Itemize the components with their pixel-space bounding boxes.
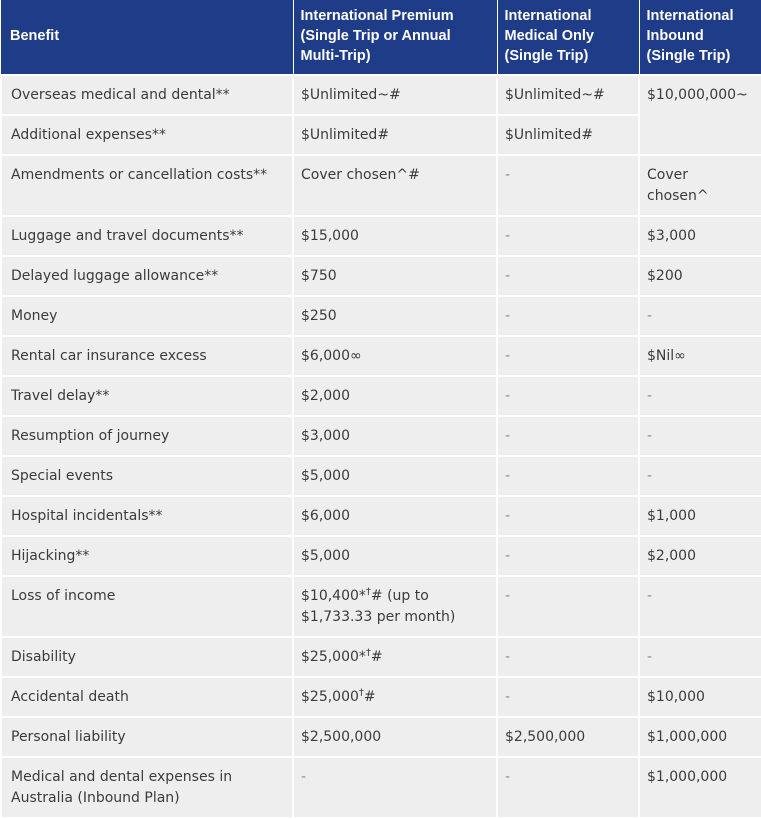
premium-cell (293, 677, 497, 717)
value-text: # (363, 689, 376, 705)
table-row (1, 757, 761, 818)
value-text: # (up to $1,733.33 per month) (301, 588, 456, 625)
value-text: $10,400* (301, 588, 366, 604)
benefit-cell: Medical and dental expenses in Australia (Inbound Plan) (1, 757, 293, 818)
table-row (1, 216, 761, 256)
inbound-cell: $1,000 (639, 496, 761, 536)
medical-cell: $2,500,000 (497, 717, 639, 757)
premium-cell: $6,000 (293, 496, 497, 536)
header-inbound-line: International (646, 8, 734, 24)
header-medical-line: (Single Trip) (504, 48, 589, 64)
benefit-cell: Resumption of journey (1, 416, 293, 456)
benefit-cell: Amendments or cancellation costs** (1, 155, 293, 216)
inbound-cell: $Nil∞ (639, 336, 761, 376)
value-text: $25,000 (301, 689, 359, 705)
benefit-cell: Accidental death (1, 677, 293, 717)
premium-cell: $3,000 (293, 416, 497, 456)
medical-cell: - (497, 757, 639, 818)
medical-cell: - (497, 376, 639, 416)
table-row (1, 376, 761, 416)
benefit-cell: Hospital incidentals** (1, 496, 293, 536)
medical-cell: - (497, 496, 639, 536)
table-row (1, 336, 761, 376)
medical-cell: - (497, 336, 639, 376)
table-row (1, 256, 761, 296)
table-row (1, 677, 761, 717)
premium-cell: $15,000 (293, 216, 497, 256)
medical-cell: - (497, 637, 639, 677)
table-row (1, 576, 761, 637)
header-premium-line: (Single Trip or Annual (300, 28, 451, 44)
medical-cell: - (497, 216, 639, 256)
benefit-cell: Additional expenses** (1, 115, 293, 155)
inbound-cell: $1,000,000 (639, 757, 761, 818)
premium-cell: Cover chosen^# (293, 155, 497, 216)
premium-cell: $250 (293, 296, 497, 336)
medical-cell: - (497, 296, 639, 336)
inbound-cell: - (639, 637, 761, 677)
inbound-cell: $1,000,000 (639, 717, 761, 757)
header-premium-line: Multi-Trip) (300, 48, 371, 64)
table-row (1, 416, 761, 456)
premium-cell (293, 637, 497, 677)
inbound-cell: - (639, 296, 761, 336)
medical-cell: - (497, 256, 639, 296)
benefit-cell: Delayed luggage allowance** (1, 256, 293, 296)
table-row (1, 456, 761, 496)
table-row (1, 296, 761, 336)
medical-cell: - (497, 155, 639, 216)
table-row (1, 75, 761, 115)
benefit-cell: Hijacking** (1, 536, 293, 576)
inbound-cell: - (639, 376, 761, 416)
inbound-cell: $2,000 (639, 536, 761, 576)
benefit-cell: Rental car insurance excess (1, 336, 293, 376)
inbound-cell: $200 (639, 256, 761, 296)
inbound-cell: - (639, 576, 761, 637)
premium-cell: $2,000 (293, 376, 497, 416)
table-row (1, 637, 761, 677)
inbound-cell: - (639, 456, 761, 496)
medical-cell: - (497, 677, 639, 717)
inbound-cell: $10,000 (639, 677, 761, 717)
medical-cell: - (497, 536, 639, 576)
header-benefit: Benefit (1, 0, 293, 75)
header-inbound-line: (Single Trip) (646, 48, 731, 64)
table-row (1, 536, 761, 576)
value-text: # (370, 649, 383, 665)
table-row (1, 155, 761, 216)
benefit-cell: Money (1, 296, 293, 336)
benefit-cell: Travel delay** (1, 376, 293, 416)
premium-cell: $5,000 (293, 536, 497, 576)
header-medical-line: International (504, 8, 592, 24)
inbound-cell: $10,000,000~ (639, 75, 761, 155)
dagger-mark: † (365, 586, 371, 598)
benefit-cell: Personal liability (1, 717, 293, 757)
medical-cell: - (497, 576, 639, 637)
benefit-cell: Overseas medical and dental** (1, 75, 293, 115)
benefit-cell: Special events (1, 456, 293, 496)
medical-cell: - (497, 416, 639, 456)
table-row (1, 717, 761, 757)
benefit-cell: Luggage and travel documents** (1, 216, 293, 256)
header-international-inbound (639, 0, 761, 75)
premium-cell: $Unlimited~# (293, 75, 497, 115)
inbound-cell: - (639, 416, 761, 456)
header-medical-line: Medical Only (504, 28, 594, 44)
medical-cell: $Unlimited# (497, 115, 639, 155)
premium-cell: $2,500,000 (293, 717, 497, 757)
header-international-medical-only (497, 0, 639, 75)
premium-cell: $750 (293, 256, 497, 296)
header-international-premium (293, 0, 497, 75)
medical-cell: - (497, 456, 639, 496)
inbound-cell: $3,000 (639, 216, 761, 256)
benefit-cell: Loss of income (1, 576, 293, 637)
premium-cell: - (293, 757, 497, 818)
premium-cell: $6,000∞ (293, 336, 497, 376)
premium-cell: $5,000 (293, 456, 497, 496)
dagger-mark: † (358, 687, 364, 699)
benefit-cell: Disability (1, 637, 293, 677)
premium-cell (293, 576, 497, 637)
value-text: $25,000* (301, 649, 366, 665)
premium-cell: $Unlimited# (293, 115, 497, 155)
header-premium-line: International Premium (300, 8, 454, 24)
medical-cell: $Unlimited~# (497, 75, 639, 115)
header-inbound-line: Inbound (646, 28, 704, 44)
dagger-mark: † (365, 647, 371, 659)
inbound-cell: Cover chosen^ (639, 155, 761, 216)
table-header-row (1, 0, 761, 75)
table-row (1, 496, 761, 536)
